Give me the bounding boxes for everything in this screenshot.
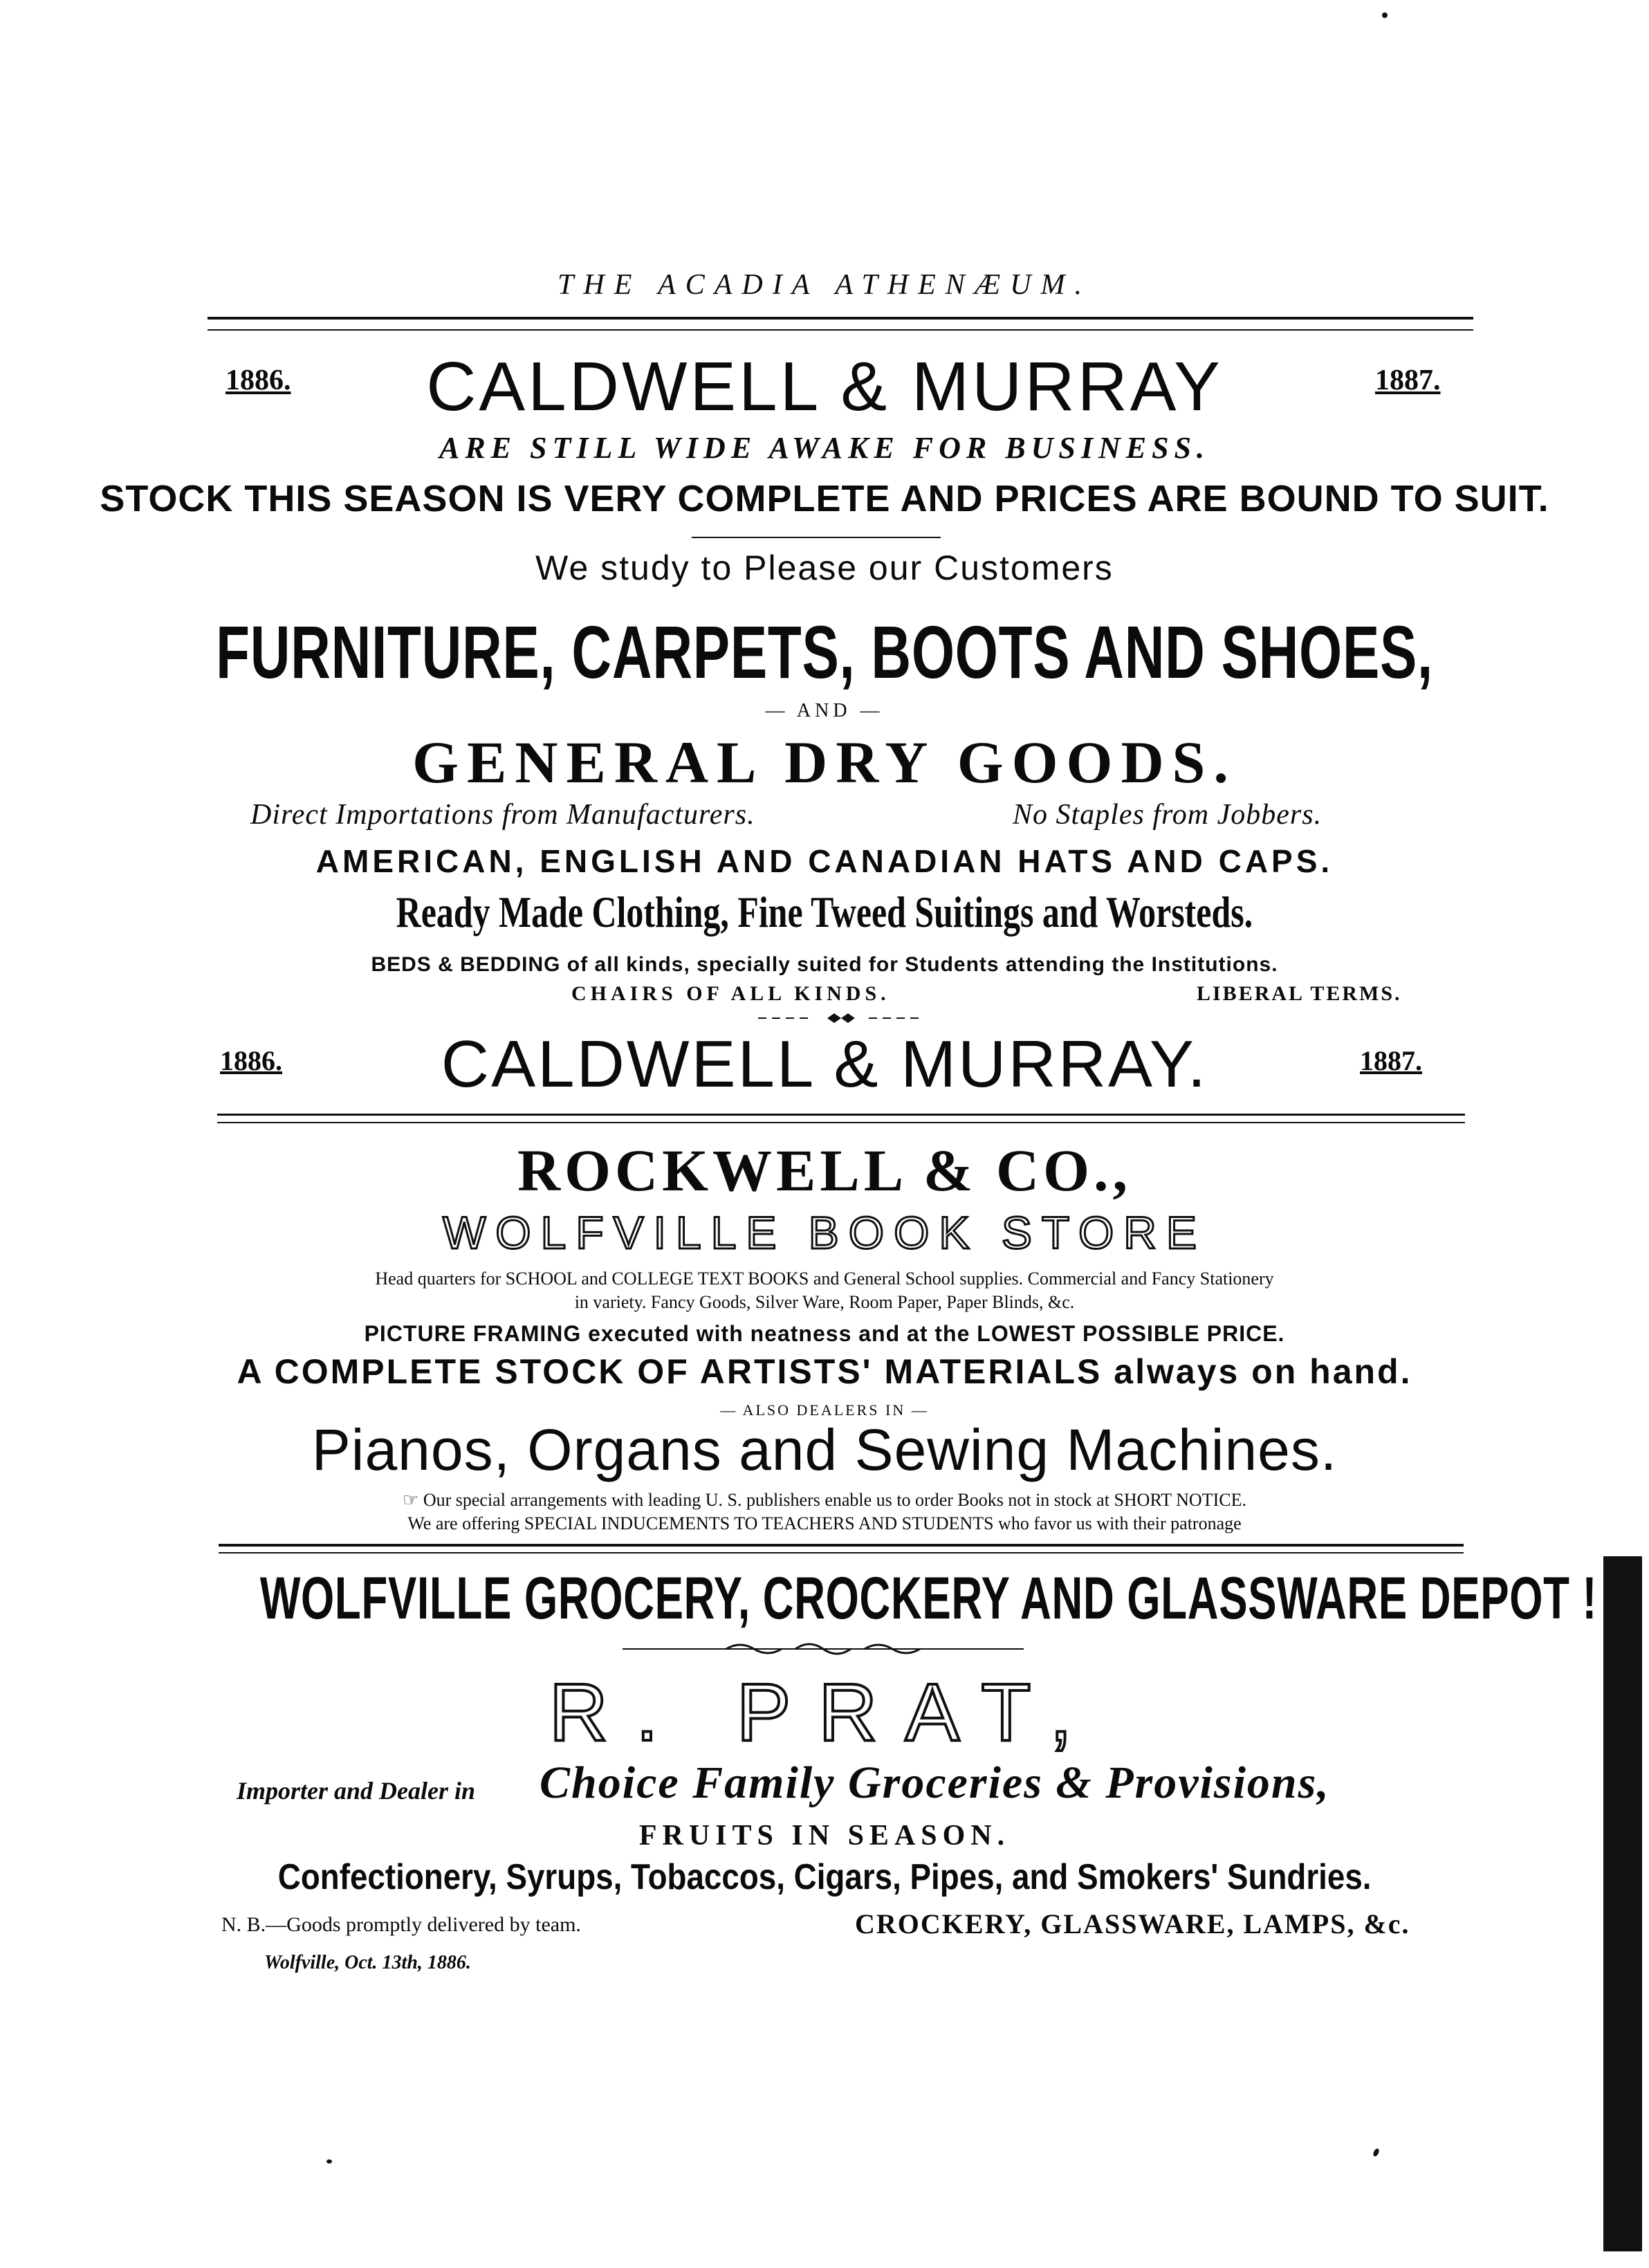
flourish-divider — [623, 1641, 1024, 1657]
stock-line: STOCK THIS SEASON IS VERY COMPLETE AND PRICES ARE BOUND TO SUIT. — [100, 478, 1549, 519]
hats-line: AMERICAN, ENGLISH AND CANADIAN HATS AND CAPS. — [315, 843, 1334, 879]
section-rule-2 — [219, 1544, 1464, 1547]
importations-left: Direct Importations from Manufacturers. — [250, 799, 755, 831]
dateline: Wolfville, Oct. 13th, 1886. — [264, 1952, 471, 1973]
artists-line: A COMPLETE STOCK OF ARTISTS' MATERIALS always on hand. — [237, 1352, 1412, 1391]
chairs-line: CHAIRS OF ALL KINDS. — [571, 982, 890, 1005]
beds-line: BEDS & BEDDING of all kinds, specially suited for Students attending the Institutions. — [371, 953, 1278, 976]
section-rule-1 — [217, 1114, 1465, 1116]
year-left: 1886. — [225, 365, 291, 396]
notice-line-1: ☞ Our special arrangements with leading U. S. publishers enable us to order Books not in stock at SHORT NOTICE. — [403, 1490, 1246, 1510]
book-store-title: WOLFVILLE BOOK STORE — [442, 1207, 1206, 1258]
choice-line: Choice Family Groceries & Provisions, — [540, 1758, 1330, 1808]
and-divider: — AND — — [765, 700, 884, 721]
rockwell-desc-1: Head quarters for SCHOOL and COLLEGE TEXT BOOKS and General School supplies. Commercial and Fancy Stationery — [375, 1269, 1274, 1289]
importer-line: Importer and Dealer in — [237, 1777, 476, 1805]
header-rule-thin — [208, 329, 1473, 331]
caldwell-footer-title: CALDWELL & MURRAY. — [441, 1027, 1208, 1101]
short-rule — [692, 537, 941, 538]
running-head: THE ACADIA ATHENÆUM. — [558, 269, 1091, 301]
scan-speck — [326, 2159, 332, 2164]
prat-title: R. PRAT, — [549, 1667, 1100, 1758]
importations-right: No Staples from Jobbers. — [1013, 799, 1323, 831]
also-dealers: — ALSO DEALERS IN — — [720, 1401, 929, 1419]
study-line: We study to Please our Customers — [535, 548, 1114, 587]
scan-speck — [1382, 12, 1388, 18]
clothing-line: Ready Made Clothing, Fine Tweed Suitings and Worsteds. — [396, 887, 1253, 937]
caldwell-title: CALDWELL & MURRAY — [426, 348, 1223, 425]
year-right: 1887. — [1375, 365, 1441, 396]
fruits-line: FRUITS IN SEASON. — [638, 1820, 1011, 1852]
depot-title: WOLFVILLE GROCERY, CROCKERY AND GLASSWARE DEPOT ! — [259, 1565, 1597, 1632]
scan-speck — [1372, 2148, 1380, 2157]
furniture-line: FURNITURE, CARPETS, BOOTS AND SHOES, — [216, 610, 1433, 694]
nb-line: N. B.—Goods promptly delivered by team. — [221, 1913, 581, 1936]
pianos-line: Pianos, Organs and Sewing Machines. — [311, 1417, 1338, 1482]
footer-year-left: 1886. — [220, 1045, 282, 1076]
dry-goods-title: GENERAL DRY GOODS. — [412, 729, 1237, 795]
confectionery-line: Confectionery, Syrups, Tobaccos, Cigars, Pipes, and Smokers' Sundries. — [277, 1857, 1372, 1897]
ornament-divider — [758, 1011, 924, 1025]
header-rule — [208, 317, 1473, 320]
rockwell-title: ROCKWELL & CO., — [517, 1137, 1132, 1204]
footer-year-right: 1887. — [1360, 1045, 1422, 1076]
scan-edge-shadow — [1603, 1556, 1642, 2251]
terms-line: LIBERAL TERMS. — [1197, 982, 1402, 1005]
caldwell-tagline: ARE STILL WIDE AWAKE FOR BUSINESS. — [439, 431, 1210, 465]
rockwell-desc-2: in variety. Fancy Goods, Silver Ware, Room Paper, Paper Blinds, &c. — [574, 1292, 1075, 1312]
section-rule-1b — [217, 1122, 1465, 1123]
section-rule-2b — [219, 1552, 1464, 1554]
crockery-line: CROCKERY, GLASSWARE, LAMPS, &c. — [855, 1908, 1410, 1939]
notice-line-2: We are offering SPECIAL INDUCEMENTS TO TEACHERS AND STUDENTS who favor us with their patronage — [407, 1513, 1242, 1533]
framing-line: PICTURE FRAMING executed with neatness and at the LOWEST POSSIBLE PRICE. — [364, 1321, 1285, 1346]
